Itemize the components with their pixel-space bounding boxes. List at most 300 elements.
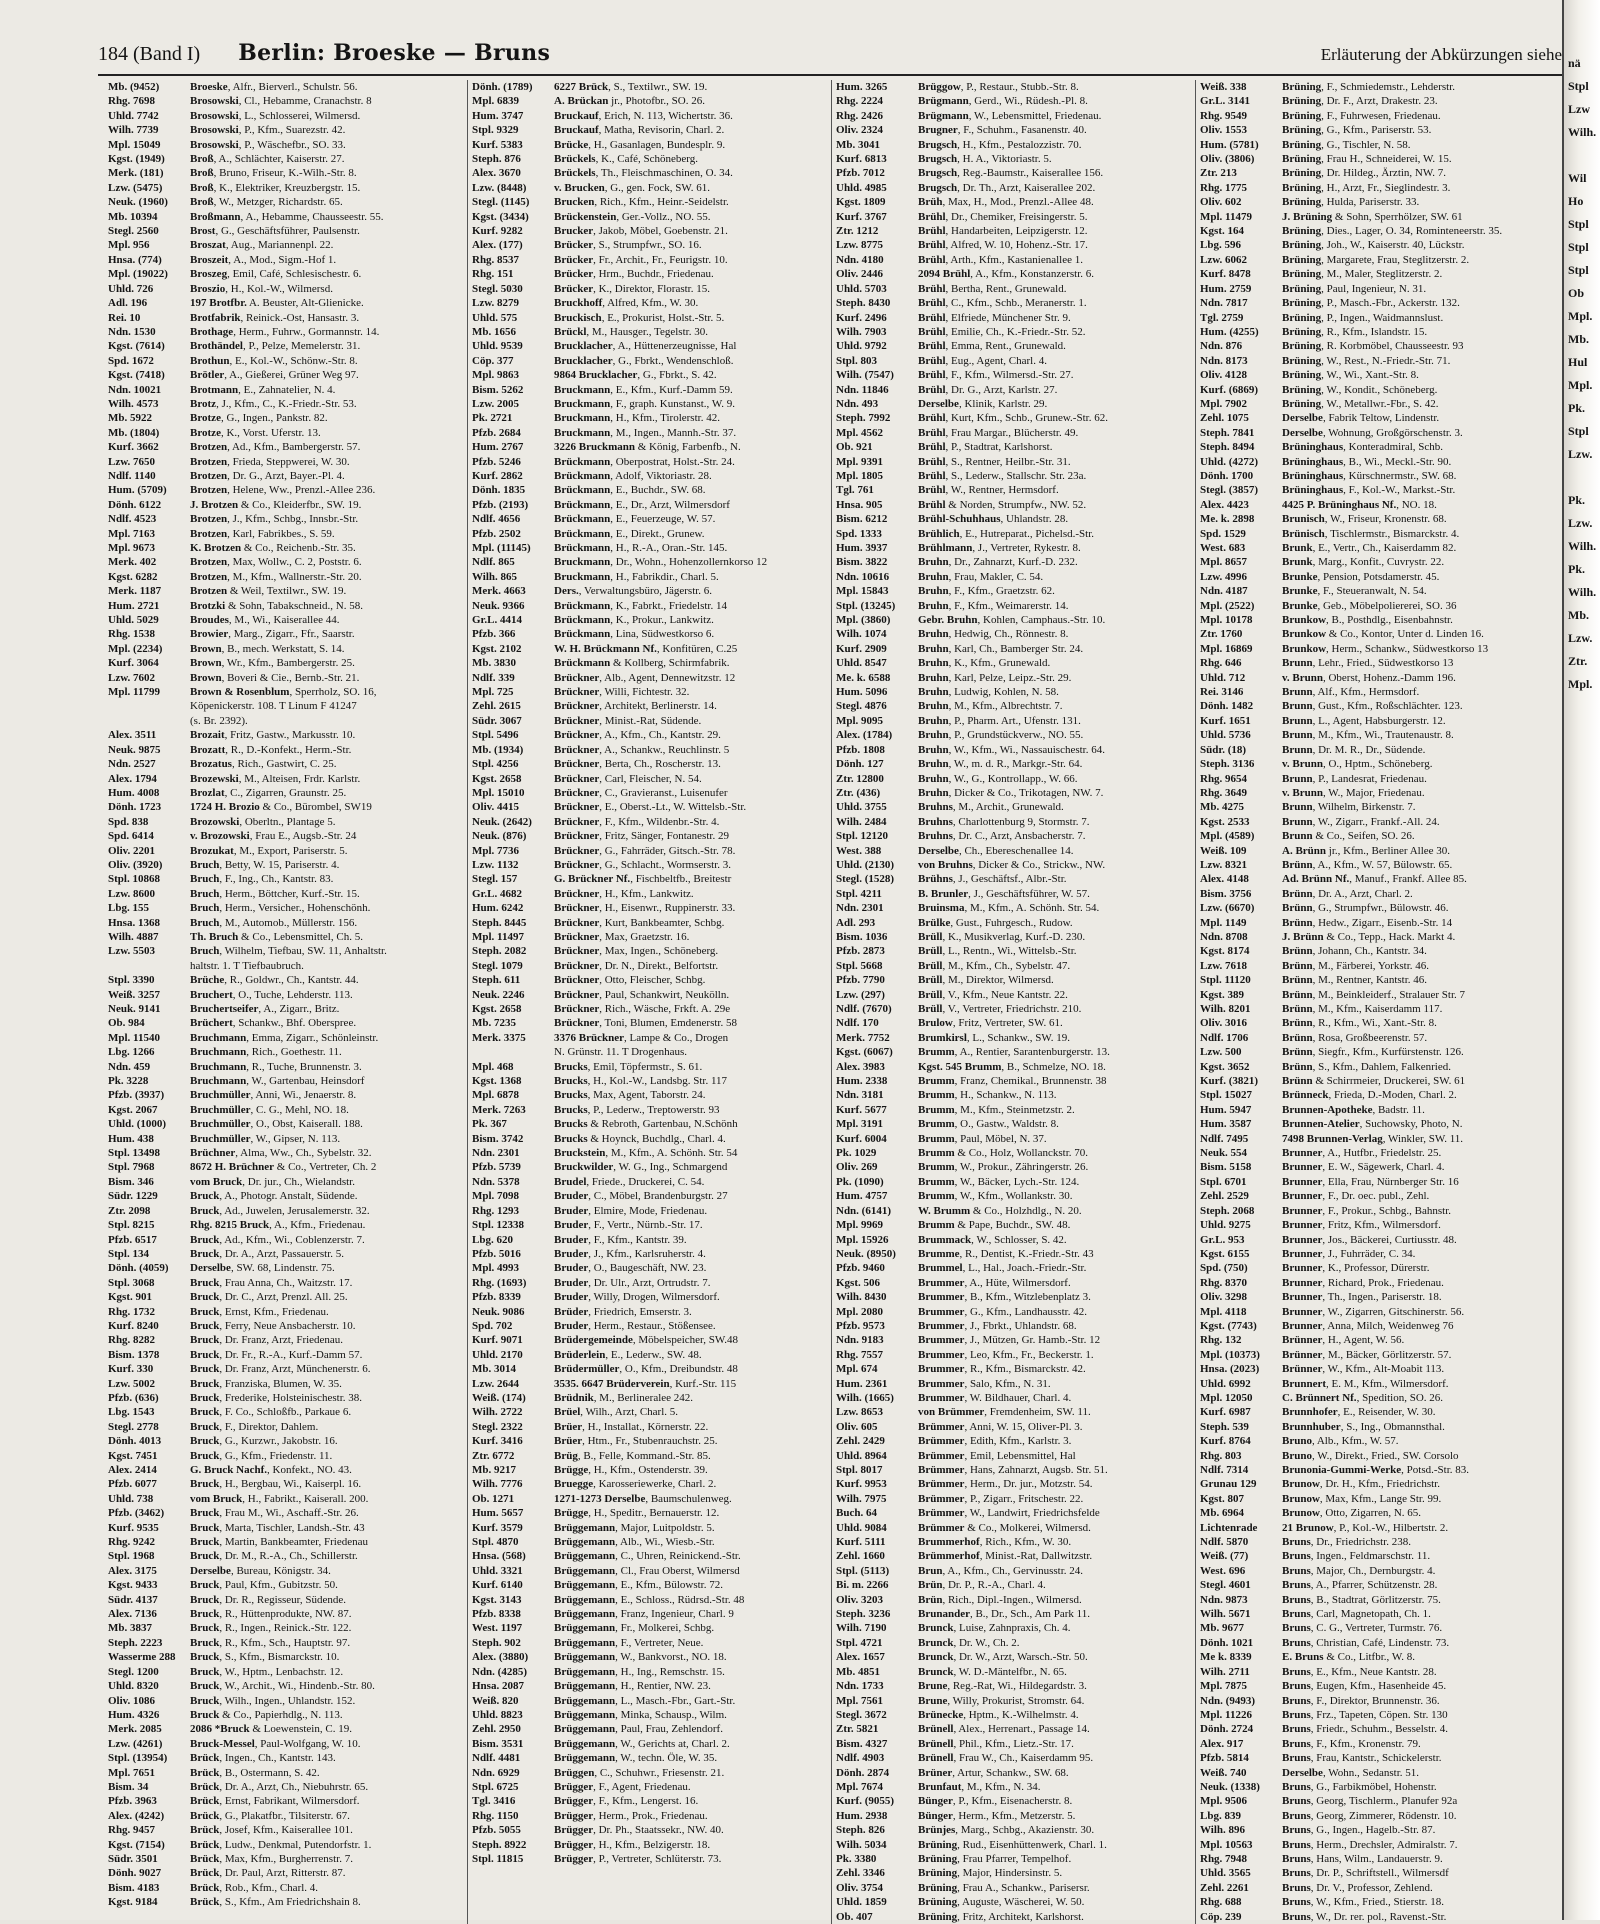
entry-name: Brunner [1282,1147,1323,1160]
directory-entry [1200,1809,1556,1823]
directory-entry [472,1247,827,1261]
entry-phone-code: Mpl. 674 [836,1363,878,1376]
entry-name: Brozowski [190,815,240,828]
directory-entry [108,1895,463,1909]
entry-phone-code: Uhld. 9539 [472,340,523,353]
entry-phone-code: Mpl. 12050 [1200,1391,1253,1404]
directory-entry [108,1564,463,1578]
entry-name: Bruck [190,1550,220,1563]
directory-entry [108,1305,463,1319]
entry-phone-code: Tgl. 761 [836,484,874,497]
entry-name: Brün [918,1579,943,1592]
entry-name: Bruhn [918,700,949,713]
directory-entry [472,1694,827,1708]
entry-details: , Fr., Molkerei, Schbg. [615,1622,715,1635]
entry-phone-code: Stegl. 2560 [108,225,159,238]
entry-phone-code: Cöp. 377 [472,354,514,367]
entry-details: , J., Vertreter, Rykestr. 8. [972,542,1081,554]
entry-name: Brothändel [190,340,243,353]
entry-phone-code: Rhg. 9457 [108,1824,156,1837]
entry-details: , Th., Ingen., Pariserstr. 18. [1322,1291,1442,1304]
directory-entry [1200,584,1556,598]
entry-name: Brün [918,1593,943,1606]
entry-name: Brotz [190,397,217,410]
entry-phone-code: Spd. (750) [1200,1262,1248,1275]
entry-details: , Aug., Mariannenpl. 22. [225,239,334,252]
entry-phone-code: Stpl. 15027 [1200,1089,1252,1102]
entry-phone-code: Mpl. 956 [108,239,150,252]
directory-entry [472,527,827,541]
entry-details: , L., Agent, Habsburgerstr. 12. [1312,714,1446,727]
entry-name: Broszat [190,239,226,252]
entry-phone-code: Ob. 984 [108,1017,145,1030]
entry-phone-code: Kurf. 6813 [836,153,887,166]
entry-name: Brünn [1282,1031,1313,1044]
entry-details: , Richard, Prok., Friedenau. [1322,1276,1444,1289]
directory-entry [472,1434,827,1448]
directory-entry [836,152,1191,166]
entry-name: Bruckauf [554,109,599,122]
entry-name: Brun [918,1564,943,1577]
entry-details: , E., Oberst.-Lt., W. Wittelsb.-Str. [599,801,747,814]
entry-phone-code: Ztr. 1760 [1200,628,1243,641]
entry-phone-code: Ndn. (6141) [836,1204,892,1217]
entry-name: Brügge [554,1464,589,1476]
entry-details: , P., Kfm., Suarezstr. 42. [238,124,346,137]
entry-name: Bruno [1282,1435,1312,1448]
directory-entry [1200,397,1556,411]
entry-name: Brümmer [918,1435,965,1448]
entry-phone-code: Bism. 5262 [472,383,524,396]
entry-phone-code: Merk. 7752 [836,1031,890,1044]
directory-entry [836,512,1191,526]
entry-details: , P., Stadtrat, Karlshorst. [945,441,1053,454]
entry-name: Broß [190,167,214,180]
directory-entry [836,210,1191,224]
directory-entry [1200,1650,1556,1664]
entry-phone-code: Mb. 3041 [836,138,880,151]
entry-name: Bruck [190,1680,220,1693]
directory-entry [836,1088,1191,1102]
entry-details: , Dicker & Co., Strickw., NW. [972,858,1106,871]
directory-entry [472,1031,827,1045]
entry-name: Bruns [1282,1752,1311,1765]
directory-entry [472,383,827,397]
entry-details: , G., Kfm., Friedenstr. 11. [219,1449,333,1462]
entry-name: Bruck [190,1391,220,1404]
directory-entry [472,282,827,296]
next-page-fragment [1568,52,1598,696]
entry-name: 2094 Brühl [918,268,971,281]
entry-name: Brüning [1282,196,1322,209]
entry-phone-code: Lzw. 8600 [108,887,156,900]
entry-phone-code: Lzw. (4261) [108,1737,163,1750]
directory-entry [836,527,1191,541]
directory-entry [1200,469,1556,483]
entry-details: , E. M., Kfm., Wilmersdorf. [1326,1377,1449,1390]
entry-name: Bruck [190,1233,220,1246]
entry-name: 3226 Bruckmann [554,441,635,454]
entry-details: , Rich., Wäsche, Frkft. A. 29e [599,1003,731,1015]
entry-name: Brückmann [554,484,611,497]
entry-details: , Oberltn., Plantage 5. [239,815,336,828]
entry-details: , Helene, Ww., Prenzl.-Allee 236. [227,484,376,497]
directory-entry [472,1160,827,1174]
entry-details: , F., Steueranwalt, N. 54. [1317,585,1427,598]
entry-name: Brosowski [190,138,239,151]
entry-details: , Dr. P., Schriftstell., Wilmersdf [1310,1867,1449,1880]
entry-phone-code: Ndn. 8708 [1200,930,1248,943]
entry-name: Brückner [554,1003,600,1015]
entry-phone-code: Lzw. 7602 [108,671,156,684]
entry-phone-code: Zehl. 1075 [1200,412,1249,425]
entry-details: , Karl, Ch., Bamberger Str. 24. [948,642,1084,655]
directory-entry [836,1492,1191,1506]
entry-phone-code: Mpl. 11226 [1200,1708,1252,1721]
entry-details: , P., Ingen., Waidmannslust. [1321,311,1444,324]
entry-phone-code: Stegl. (1145) [472,196,530,209]
entry-details: & Co., Litfbr., W. 8. [1323,1651,1415,1664]
entry-details: , K., Vorst. Uferstr. 13. [220,426,321,439]
entry-details: , Dr. F., Arzt, Drakestr. 23. [1321,95,1438,108]
entry-details: , Friedr., Schuhm., Besselstr. 4. [1310,1723,1448,1736]
entry-details: , Bertha, Rent., Grunewald. [945,282,1067,295]
entry-details: , Rich., Kfm., Heinr.-Seidelstr. [594,196,729,209]
entry-name: Brunisch [1282,513,1325,526]
directory-entry [1200,1060,1556,1074]
entry-details: , Dr. Franz, Arzt, Münchenerstr. 6. [219,1363,371,1376]
directory-entry [836,1175,1191,1189]
entry-details: , Max, Agent, Taborstr. 24. [587,1089,706,1102]
entry-phone-code: Mpl. 8657 [1200,556,1248,569]
entry-name: Brückels [554,153,596,166]
directory-entry [108,1679,463,1693]
directory-entry [108,743,463,757]
directory-entry [1200,1189,1556,1203]
entry-details: , J., Geschäftsf., Albr.-Str. [952,873,1067,886]
directory-entry [472,1261,827,1275]
entry-details: , Frau Pfarrer, Tempelhof. [957,1852,1072,1865]
entry-phone-code: Wilh. 7776 [472,1478,523,1491]
entry-phone-code: Tgl. 3416 [472,1795,516,1808]
directory-entry [472,555,827,569]
entry-details: , M., Ingen., Mannh.-Str. 37. [610,426,737,439]
directory-entry [1200,1881,1556,1895]
entry-details: , A., Schankw., Reuchlinstr. 5 [599,743,730,756]
directory-entry [1200,1016,1556,1030]
entry-phone-code: Lzw. 2644 [472,1377,520,1390]
entry-name: Brotzen [190,455,228,468]
entry-details: , C., Möbel, Brandenburgstr. 27 [588,1190,728,1203]
entry-name: Brüning [1282,153,1322,166]
entry-phone-code: Ndlf. 5870 [1200,1536,1249,1549]
directory-entry [108,1823,463,1837]
entry-phone-code: Lzw. 1132 [472,858,519,871]
directory-entry [836,354,1191,368]
entry-name: Brumm [918,1219,955,1232]
next-page-text-fragment: Ztr. [1568,654,1588,668]
entry-details: , F., Kfm., Wildenbr.-Str. 4. [599,815,720,828]
entry-phone-code: Mpl. 9863 [472,369,520,382]
entry-details: , M., Kfm., Steinmetzstr. 2. [954,1103,1075,1116]
directory-entry [1200,786,1556,800]
entry-phone-code: Mpl. 16869 [1200,642,1253,655]
entry-phone-code: Hnsa. (568) [472,1550,526,1563]
entry-details: , P., Vertreter, Schlüterstr. 73. [593,1852,722,1865]
entry-name: Brück [190,1896,220,1909]
directory-entry [108,1261,463,1275]
entry-name: Brüggemann [554,1593,616,1606]
entry-phone-code: Ndn. 1530 [108,325,156,338]
entry-name: Bruckisch [554,311,602,324]
entry-phone-code: Oliv. 3203 [836,1593,884,1606]
entry-details: , Karl, Pelze, Leipz.-Str. 29. [948,671,1072,684]
entry-phone-code: Pfzb. 9573 [836,1319,885,1332]
directory-entry [1200,1910,1556,1924]
entry-name: Brück [190,1752,220,1765]
entry-phone-code: Adl. 293 [836,916,876,929]
entry-details: , H., Eisenwr., Ruppinerstr. 33. [599,902,736,915]
entry-details: , NO. 18. [1396,498,1437,511]
entry-details: , Dr. Ph., Staatssekr., NW. 40. [593,1824,724,1837]
entry-details: , F., Prokur., Schbg., Bahnstr. [1322,1204,1452,1217]
directory-entry [1200,901,1556,915]
entry-details: , M., Automob., Müllerstr. 156. [219,916,358,929]
entry-name: Bruchmüller [190,1118,251,1131]
directory-entry [108,786,463,800]
entry-details: , W., m. d. R., Markgr.-Str. 64. [948,758,1083,771]
directory-entry [836,109,1191,123]
entry-phone-code: Ndn. 3181 [836,1089,884,1102]
entry-name: Brötler [190,369,225,382]
directory-entry [1200,1333,1556,1347]
directory-entry [472,1377,827,1391]
directory-entry [108,1650,463,1664]
entry-phone-code: Spd. 6414 [108,830,154,843]
entry-details: , R., Hüttenprodukte, NW. 87. [219,1608,352,1621]
entry-details: , W., Hptm., Lenbachstr. 12. [219,1665,344,1678]
entry-phone-code: Mb. 7235 [472,1017,516,1030]
entry-phone-code: Ndlf. (7670) [836,1003,892,1015]
entry-details: , H., Installat., Körnerstr. 22. [582,1420,709,1433]
entry-details: , Verwaltungsbüro, Jägerstr. 6. [578,585,713,598]
entry-details: , R., Kfm., Wi., Xant.-Str. 8. [1312,1017,1437,1030]
entry-phone-code: Kurf. 5383 [472,138,523,151]
directory-entry [1200,1780,1556,1794]
directory-entry [108,1218,463,1232]
entry-details: , Fritz, Sänger, Fontanestr. 29 [599,830,729,843]
entry-details: , Alfred, W. 10, Hohenz.-Str. 17. [945,239,1088,252]
directory-entry [108,512,463,526]
entry-phone-code: Uhld. 9084 [836,1521,887,1534]
entry-details: , Willy, Prokurist, Stromstr. 64. [947,1694,1085,1707]
entry-name: Brumm [918,1175,955,1188]
entry-details: , Manuf., Frankf. Allee 85. [1349,873,1467,886]
directory-entry [1200,858,1556,872]
entry-details: , H., Rentier, NW. 23. [615,1680,711,1693]
entry-name: Bruch [190,916,220,929]
entry-details: , K., Café, Schöneberg. [595,153,698,166]
directory-entry [836,627,1191,641]
directory-entry [472,152,827,166]
directory-entry [108,210,463,224]
entry-details: , Lina, Südwestkorso 6. [610,628,715,641]
entry-name: Brückmann [554,628,611,641]
entry-phone-code: Oliv. (3806) [1200,153,1255,166]
entry-phone-code: Stegl. 2778 [108,1420,159,1433]
entry-name: Bruder [554,1233,589,1246]
entry-phone-code: Mpl. 15926 [836,1233,889,1246]
entry-details: , Herm., Drechsler, Admiralstr. 7. [1310,1838,1458,1851]
entry-phone-code: Weiß. (77) [1200,1550,1249,1563]
entry-name: Brunn [1282,729,1313,742]
entry-name: Brühl [918,484,946,497]
directory-entry [108,1838,463,1852]
entry-details: , Martin, Bankbeamter, Friedenau [219,1536,368,1549]
entry-details: , Kürschnermstr., SW. 68. [1343,469,1457,482]
entry-phone-code: Steph. 3136 [1200,758,1255,771]
entry-phone-code: Mpl. 7163 [108,527,156,540]
entry-name: Bruder [554,1219,589,1232]
entry-details: , G., Ingen., Hagelb.-Str. 87. [1310,1824,1436,1837]
entry-name: Brucks [554,1118,588,1131]
entry-name: Bruegge [554,1478,594,1491]
entry-name: Brüggemann [554,1579,616,1592]
entry-phone-code: Stpl. 1968 [108,1550,155,1563]
entry-details: , A., Hüte, Wilmersdorf. [964,1276,1071,1289]
entry-name: Brüggemann [554,1694,616,1707]
directory-entry [836,872,1191,886]
directory-entry [108,411,463,425]
entry-details: , Wilh., Arzt, Charl. 5. [580,1406,679,1419]
entry-name: Brozatt [190,743,226,756]
entry-phone-code: Kurf. 9535 [108,1521,159,1534]
next-page-text-fragment: Lzw [1568,102,1590,116]
entry-details: , Franz, Ingenieur, Charl. 9 [615,1608,734,1621]
directory-entry [472,1679,827,1693]
entry-details: , Betty, W. 15, Pariserstr. 4. [219,858,340,871]
directory-entry [1200,411,1556,425]
entry-name: Brücker [554,239,594,252]
entry-name: Brückels [554,167,596,180]
entry-details: , Gerd., Wi., Rüdesh.-Pl. 8. [968,95,1088,108]
entry-phone-code: Pfzb. 5055 [472,1824,521,1837]
entry-phone-code: Alex. (1784) [836,729,893,742]
entry-name: Bruck [190,1319,220,1332]
entry-name: Ad. Brünn Nf. [1282,873,1350,886]
entry-name: Brüggemann [554,1550,616,1563]
directory-entry [836,1016,1191,1030]
directory-entry [1200,671,1556,685]
entry-name: Brunn [1282,815,1313,828]
entry-phone-code: Ztr. 5821 [836,1723,879,1736]
entry-details: , W., Kfm., Wi., Nassauischestr. 64. [948,743,1105,756]
entry-name: Bruck [190,1406,220,1419]
entry-phone-code: Merk. 3375 [472,1031,526,1044]
entry-details: , Dr., Wohn., Hohenzollernkorso 12 [610,556,768,569]
entry-phone-code: Wilh. 1074 [836,628,887,641]
entry-name: Bruch [190,902,220,915]
next-page-text-fragment: Lzw. [1568,447,1593,461]
directory-entry [108,469,463,483]
entry-name: Brücke [554,138,589,151]
next-page-text-fragment: Pk. [1568,401,1586,415]
directory-entry [108,570,463,584]
directory-entry [472,195,827,209]
directory-entry [472,887,827,901]
entry-name: Bruchmann [190,1060,247,1073]
entry-details: , Alfred, Kfm., W. 30. [602,297,699,310]
entry-details: , Friedrich, Emserstr. 3. [588,1305,692,1318]
entry-phone-code: Ob. 407 [836,1910,873,1923]
directory-entry [472,1420,827,1434]
directory-entry [1200,339,1556,353]
entry-phone-code: Dönh. 1482 [1200,700,1254,713]
directory-entry [472,1405,827,1419]
directory-entry [472,642,827,656]
entry-phone-code: Uhld. 575 [472,311,518,324]
entry-phone-code: Pfzb. 8339 [472,1291,521,1304]
directory-entry [1200,1045,1556,1059]
entry-details: , A., Kfm., Friedenau. [269,1219,366,1232]
entry-phone-code: Ndn. 6929 [472,1766,520,1779]
entry-details: , Ferry, Neue Ansbacherstr. 10. [219,1319,356,1332]
entry-details: , Dr. Franz, Arzt, Friedenau. [219,1334,344,1347]
entry-name: Brüggemann [554,1564,616,1577]
entry-details: , B., Wi., Meckl.-Str. 90. [1343,455,1452,468]
entry-details: , P., Landesrat, Friedenau. [1312,772,1427,785]
next-page-text-fragment: Wilh. [1568,539,1597,553]
directory-entry [1200,383,1556,397]
entry-details: , Baumschulenweg. [645,1492,732,1505]
entry-name: Brunk [1282,542,1313,554]
entry-phone-code: Steph. 8430 [836,297,891,310]
directory-entry [836,1910,1191,1924]
entry-name: Brunner [1282,1291,1323,1304]
entry-name: 21 Brunow [1282,1521,1334,1534]
entry-phone-code: Mpl. 9969 [836,1219,884,1232]
entry-phone-code: Uhld. 726 [108,282,154,295]
entry-phone-code: Mb. 9217 [472,1464,516,1476]
entry-name: Brückmann [554,455,611,468]
directory-entry [836,901,1191,915]
directory-entry [108,1506,463,1520]
entry-name: Brucks [554,1132,588,1145]
directory-entry [836,166,1191,180]
entry-phone-code: Rhg. 1293 [472,1204,520,1217]
entry-name: Brünner [1282,1363,1323,1376]
entry-details: , Boveri & Cie., Bernb.-Str. 21. [221,671,360,684]
entry-name: Brüggemann [554,1680,616,1693]
entry-phone-code: Kgst. (1949) [108,153,165,166]
entry-phone-code: Wilh. 896 [1200,1824,1246,1837]
directory-entry [472,1391,827,1405]
entry-details: , Paul, Kfm., Gubitzstr. 50. [219,1579,338,1592]
entry-details: , W., Wi., Xant.-Str. 8. [1321,369,1419,382]
entry-phone-code: Hum. 3937 [836,542,888,554]
entry-phone-code: Steph. 8494 [1200,441,1255,454]
entry-name: 1271-1273 Derselbe [554,1492,646,1505]
directory-entry [472,1838,827,1852]
entry-details: , C. G., Vertreter, Turmstr. 76. [1310,1622,1443,1635]
entry-phone-code: Dönh. (1789) [472,81,533,93]
entry-details: , K., Musikverlag, Kurf.-D. 230. [942,930,1086,943]
entry-phone-code: Südr. (18) [1200,743,1247,756]
entry-phone-code: Dönh. 1835 [472,484,526,497]
entry-details: , H., Agent, W. 56. [1322,1334,1405,1347]
entry-name: Brumm [918,1089,955,1102]
directory-entry [1200,1593,1556,1607]
